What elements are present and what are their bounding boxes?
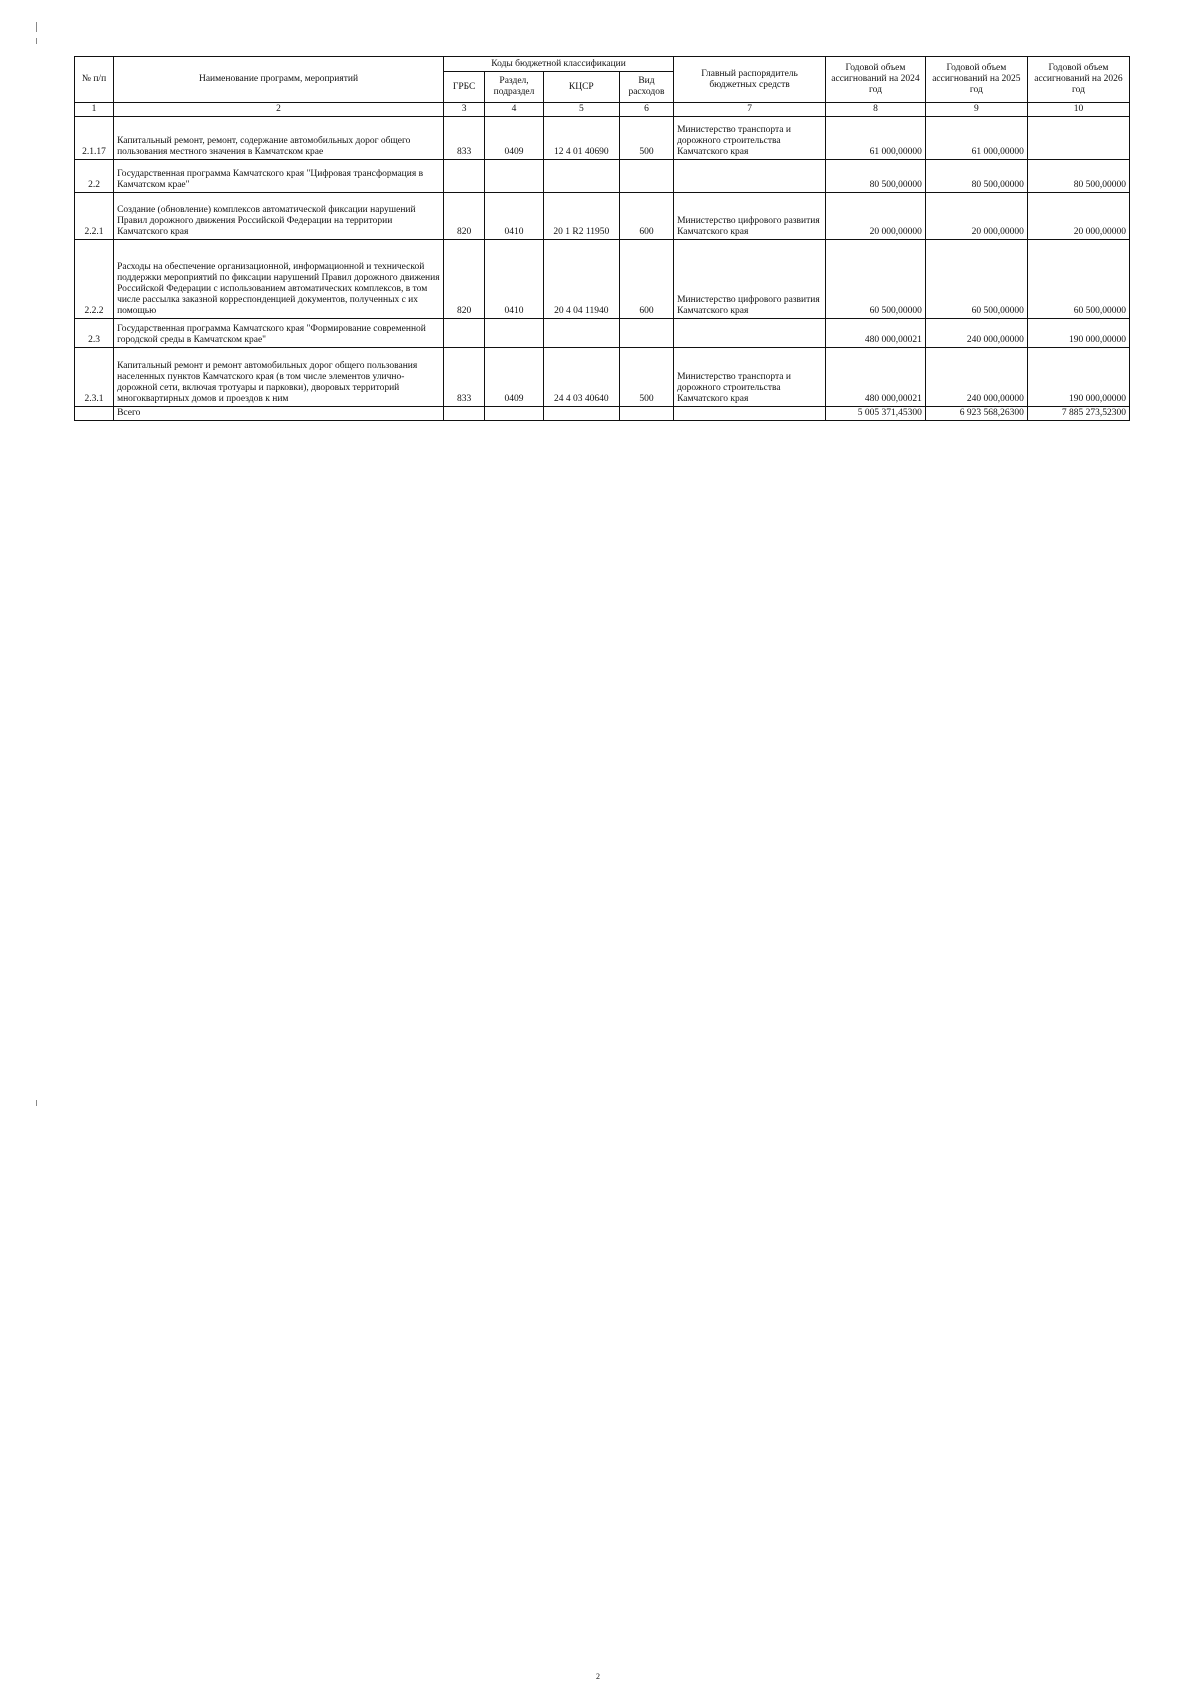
scan-mark <box>36 38 37 44</box>
table-row <box>75 159 1130 192</box>
grbs-code <box>444 318 485 347</box>
measure-name: Капитальный ремонт, ремонт, содержание автомобильных дорог общего пользования местного значения в Камчатском крае <box>114 116 444 159</box>
expense-type <box>619 318 673 347</box>
budget-manager: Министерство транспорта и дорожного строительства Камчатского края <box>674 116 826 159</box>
total-2025: 6 923 568,26300 <box>925 406 1027 420</box>
amount-2024: 60 500,00000 <box>826 239 926 318</box>
col-header-section: Раздел, подраздел <box>485 72 544 103</box>
table-row <box>75 192 1130 239</box>
amount-2026: 190 000,00000 <box>1027 347 1129 406</box>
column-index: 1 <box>75 103 114 117</box>
budget-manager: Министерство цифрового развития Камчатского края <box>674 239 826 318</box>
empty-cell <box>444 406 485 420</box>
budget-manager: Министерство транспорта и дорожного строительства Камчатского края <box>674 347 826 406</box>
row-number: 2.3.1 <box>75 347 114 406</box>
amount-2026: 20 000,00000 <box>1027 192 1129 239</box>
col-header-vid: Вид расходов <box>619 72 673 103</box>
row-number: 2.3 <box>75 318 114 347</box>
grbs-code: 820 <box>444 239 485 318</box>
amount-2025: 80 500,00000 <box>925 159 1027 192</box>
section-code: 0410 <box>485 192 544 239</box>
col-header-kcsr: КЦСР <box>543 72 619 103</box>
measure-name: Создание (обновление) комплексов автоматической фиксации нарушений Правил дорожного движения Российской Федерации на территории Камчатского края <box>114 192 444 239</box>
col-header-2026: Годовой объем ассигнований на 2026 год <box>1027 57 1129 103</box>
column-index: 10 <box>1027 103 1129 117</box>
column-index: 8 <box>826 103 926 117</box>
total-row <box>75 406 1130 420</box>
row-number: 2.2.1 <box>75 192 114 239</box>
budget-manager <box>674 318 826 347</box>
budget-manager: Министерство цифрового развития Камчатского края <box>674 192 826 239</box>
expense-type: 500 <box>619 347 673 406</box>
total-label: Всего <box>114 406 444 420</box>
empty-cell <box>543 406 619 420</box>
column-index: 6 <box>619 103 673 117</box>
expense-type: 600 <box>619 192 673 239</box>
amount-2025: 240 000,00000 <box>925 347 1027 406</box>
column-index: 4 <box>485 103 544 117</box>
measure-name: Капитальный ремонт и ремонт автомобильных дорог общего пользования населенных пунктов Камчатского края (в том числе элементов улично-дорожной сети, включая тротуары и парковки), дворовых территорий многоквартирных домов и проездов к ним <box>114 347 444 406</box>
section-code <box>485 318 544 347</box>
section-code <box>485 159 544 192</box>
row-number: 2.2 <box>75 159 114 192</box>
kcsr-code: 12 4 01 40690 <box>543 116 619 159</box>
amount-2024: 480 000,00021 <box>826 347 926 406</box>
grbs-code <box>444 159 485 192</box>
grbs-code: 820 <box>444 192 485 239</box>
grbs-code: 833 <box>444 347 485 406</box>
table-row <box>75 116 1130 159</box>
empty-cell <box>674 406 826 420</box>
column-index: 5 <box>543 103 619 117</box>
column-index-row <box>75 103 1130 117</box>
amount-2025: 20 000,00000 <box>925 192 1027 239</box>
measure-name: Расходы на обеспечение организационной, информационной и технической поддержки мероприятий по фиксации нарушений Правил дорожного движения Российской Федерации с использованием автоматических комплексов, в том числе рассылка заказной корреспонденцией документов, полученных с их помощью <box>114 239 444 318</box>
col-header-2025: Годовой объем ассигнований на 2025 год <box>925 57 1027 103</box>
kcsr-code: 20 4 04 11940 <box>543 239 619 318</box>
expense-type: 500 <box>619 116 673 159</box>
header-row <box>75 57 1130 72</box>
col-header-grbs: ГРБС <box>444 72 485 103</box>
program-name: Государственная программа Камчатского края "Цифровая трансформация в Камчатском крае" <box>114 159 444 192</box>
budget-manager <box>674 159 826 192</box>
kcsr-code: 20 1 R2 11950 <box>543 192 619 239</box>
amount-2024: 20 000,00000 <box>826 192 926 239</box>
kcsr-code <box>543 159 619 192</box>
amount-2024: 80 500,00000 <box>826 159 926 192</box>
total-2024: 5 005 371,45300 <box>826 406 926 420</box>
section-code: 0409 <box>485 116 544 159</box>
empty-cell <box>75 406 114 420</box>
table-row <box>75 239 1130 318</box>
amount-2024: 480 000,00021 <box>826 318 926 347</box>
amount-2025: 61 000,00000 <box>925 116 1027 159</box>
col-header-2024: Годовой объем ассигнований на 2024 год <box>826 57 926 103</box>
amount-2026: 60 500,00000 <box>1027 239 1129 318</box>
total-2026: 7 885 273,52300 <box>1027 406 1129 420</box>
scan-mark <box>36 1100 37 1106</box>
amount-2025: 240 000,00000 <box>925 318 1027 347</box>
grbs-code: 833 <box>444 116 485 159</box>
section-code: 0409 <box>485 347 544 406</box>
amount-2026 <box>1027 116 1129 159</box>
row-number: 2.1.17 <box>75 116 114 159</box>
section-code: 0410 <box>485 239 544 318</box>
program-name: Государственная программа Камчатского края "Формирование современной городской среды в Камчатском крае" <box>114 318 444 347</box>
empty-cell <box>619 406 673 420</box>
table-row <box>75 347 1130 406</box>
col-header-num: № п/п <box>75 57 114 103</box>
table-row <box>75 318 1130 347</box>
amount-2024: 61 000,00000 <box>826 116 926 159</box>
expense-type <box>619 159 673 192</box>
col-header-codes: Коды бюджетной классификации <box>444 57 674 72</box>
page-number: 2 <box>596 1672 600 1681</box>
column-index: 2 <box>114 103 444 117</box>
amount-2026: 80 500,00000 <box>1027 159 1129 192</box>
column-index: 7 <box>674 103 826 117</box>
amount-2026: 190 000,00000 <box>1027 318 1129 347</box>
amount-2025: 60 500,00000 <box>925 239 1027 318</box>
budget-table <box>74 56 1130 421</box>
kcsr-code <box>543 318 619 347</box>
scan-mark <box>36 22 37 32</box>
expense-type: 600 <box>619 239 673 318</box>
kcsr-code: 24 4 03 40640 <box>543 347 619 406</box>
column-index: 3 <box>444 103 485 117</box>
empty-cell <box>485 406 544 420</box>
row-number: 2.2.2 <box>75 239 114 318</box>
col-header-manager: Главный распорядитель бюджетных средств <box>674 57 826 103</box>
col-header-name: Наименование программ, мероприятий <box>114 57 444 103</box>
column-index: 9 <box>925 103 1027 117</box>
